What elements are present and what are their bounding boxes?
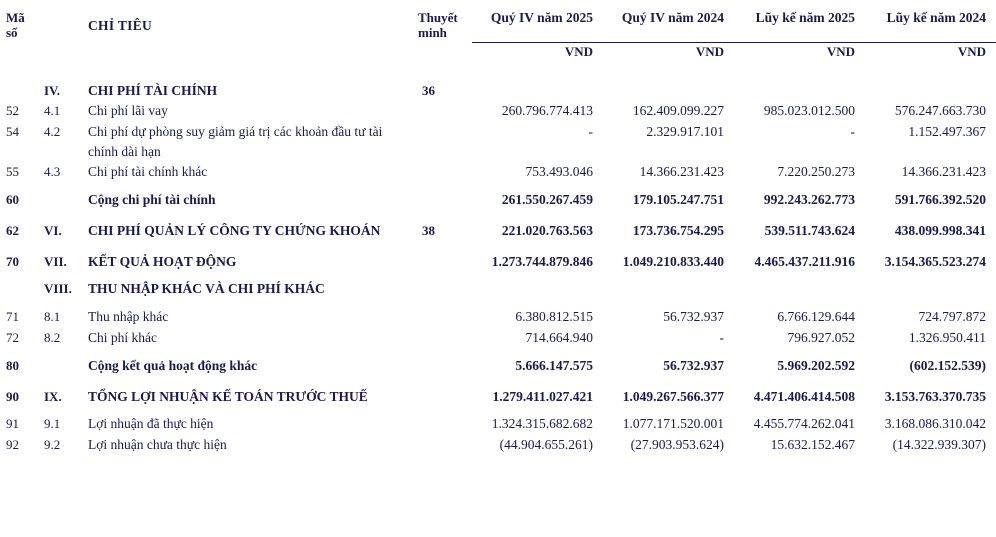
row-value-accum-2024: 1.152.497.367 [908, 124, 986, 140]
row-code: 72 [6, 329, 19, 345]
row-value-accum-2025 [734, 81, 865, 101]
row-subcode: VII. [44, 254, 67, 270]
row-value-q4-2025: 1.273.744.879.846 [491, 254, 593, 270]
row-value-q4-2025: 753.493.046 [525, 163, 593, 179]
row-subcode: 4.1 [44, 103, 61, 119]
table-row [0, 122, 996, 161]
row-value-q4-2025: 260.796.774.413 [501, 103, 593, 119]
row-code: 62 [6, 222, 19, 238]
unit-q4-2024: VND [695, 44, 724, 60]
row-spacer [0, 349, 996, 356]
row-spacer-cell [0, 300, 996, 307]
row-value-accum-2024: (14.322.939.307) [892, 437, 986, 453]
row-spacer [0, 183, 996, 190]
row-value-accum-2025: 15.632.152.467 [770, 437, 855, 453]
row-spacer [0, 376, 996, 387]
row-value-accum-2024: 576.247.663.730 [894, 103, 986, 119]
row-spacer-cell [0, 65, 996, 81]
unit-accum-2024: VND [957, 44, 986, 60]
row-code: 91 [6, 416, 19, 432]
row-value-q4-2025: 714.664.940 [525, 329, 593, 345]
row-subcode: 8.1 [44, 308, 61, 324]
table-row [0, 221, 996, 241]
row-label: Chi phí khác [88, 329, 157, 345]
row-value-q4-2024 [603, 279, 734, 299]
column-header-code [0, 0, 80, 43]
row-value-q4-2024: 162.409.099.227 [632, 103, 724, 119]
row-code: 92 [6, 437, 19, 453]
row-value-q4-2024: 173.736.754.295 [632, 222, 724, 238]
row-subcode: 9.2 [44, 437, 61, 453]
row-value-accum-2024 [865, 279, 996, 299]
column-header-code-line1: Mã [6, 10, 25, 25]
row-subcode [42, 356, 80, 376]
row-value-accum-2025: - [850, 124, 855, 140]
table-row [0, 252, 996, 272]
row-value-accum-2024: 3.153.763.370.735 [884, 388, 986, 404]
row-note [410, 307, 472, 328]
row-label: CHI PHÍ QUẢN LÝ CÔNG TY CHỨNG KHOÁN [88, 222, 381, 238]
row-label: Cộng kết quả hoạt động khác [88, 357, 258, 373]
row-spacer [0, 65, 996, 81]
row-label: KẾT QUẢ HOẠT ĐỘNG [88, 254, 237, 270]
table-row [0, 356, 996, 376]
row-spacer [0, 272, 996, 279]
row-label: TỔNG LỢI NHUẬN KẾ TOÁN TRƯỚC THUẾ [88, 388, 368, 404]
row-code [0, 81, 42, 101]
row-note [410, 101, 472, 122]
row-spacer-cell [0, 407, 996, 414]
row-code: 55 [6, 163, 19, 179]
row-note [410, 435, 472, 456]
row-note [410, 190, 472, 210]
unit-accum-2025: VND [826, 44, 855, 60]
row-value-q4-2025: 1.324.315.682.682 [491, 416, 593, 432]
row-code: 60 [6, 191, 19, 207]
column-header-q4-2024: Quý IV năm 2024 [603, 0, 734, 43]
row-label: Chi phí tài chính khác [88, 163, 208, 179]
row-value-q4-2024: 1.049.267.566.377 [622, 388, 724, 404]
row-spacer-cell [0, 210, 996, 221]
row-note [410, 279, 472, 299]
row-value-q4-2025: 261.550.267.459 [501, 191, 593, 207]
column-header-note-line1: Thuyết [418, 10, 458, 25]
row-spacer-cell [0, 349, 996, 356]
row-value-accum-2025: 4.471.406.414.508 [753, 388, 855, 404]
row-value-accum-2025: 985.023.012.500 [763, 103, 855, 119]
column-header-code-line2: số [6, 25, 18, 41]
row-code: 52 [6, 103, 19, 119]
row-spacer [0, 407, 996, 414]
row-code: 90 [6, 388, 19, 404]
row-note: 36 [422, 83, 435, 99]
column-header-accum-2024: Lũy kế năm 2024 [865, 0, 996, 43]
table-row [0, 190, 996, 210]
row-value-accum-2024: 3.168.086.310.042 [884, 416, 986, 432]
row-label: Chi phí dự phòng suy giảm giá trị các khoản đầu tư tài chính dài hạn [88, 124, 383, 159]
table-row [0, 414, 996, 435]
row-subcode: 9.1 [44, 416, 61, 432]
row-label: Chi phí lãi vay [88, 103, 168, 119]
row-spacer [0, 210, 996, 221]
row-value-q4-2025: (44.904.655.261) [499, 437, 593, 453]
row-code [0, 279, 42, 299]
unit-q4-2025: VND [564, 44, 593, 60]
row-value-q4-2024: 56.732.937 [663, 357, 724, 373]
row-spacer [0, 300, 996, 307]
unit-spacer [0, 43, 472, 66]
row-spacer-cell [0, 241, 996, 252]
table-row [0, 328, 996, 349]
column-header-note-line2: minh [418, 25, 447, 41]
row-spacer-cell [0, 272, 996, 279]
row-value-q4-2025: 221.020.763.563 [501, 222, 593, 238]
row-value-accum-2024: 3.154.365.523.274 [884, 254, 986, 270]
row-value-accum-2025: 4.455.774.262.041 [753, 416, 855, 432]
row-subcode: 4.2 [44, 124, 61, 140]
row-label: CHI PHÍ TÀI CHÍNH [88, 83, 218, 99]
column-header-label: CHỈ TIÊU [88, 18, 153, 33]
unit-row [0, 43, 996, 66]
row-value-accum-2025: 796.927.052 [787, 329, 855, 345]
row-value-accum-2024: 14.366.231.423 [901, 163, 986, 179]
column-header-accum-2025: Lũy kế năm 2025 [734, 0, 865, 43]
row-note [410, 162, 472, 183]
row-note [410, 328, 472, 349]
row-value-q4-2025: 6.380.812.515 [515, 308, 593, 324]
row-value-q4-2024: 14.366.231.423 [639, 163, 724, 179]
row-note [410, 356, 472, 376]
row-label: Lợi nhuận đã thực hiện [88, 416, 214, 432]
column-header-note [410, 0, 472, 43]
row-subcode: IV. [44, 83, 61, 99]
row-subcode: 4.3 [44, 163, 61, 179]
row-subcode [42, 190, 80, 210]
row-note [410, 414, 472, 435]
row-code: 80 [6, 357, 19, 373]
row-value-q4-2025: 5.666.147.575 [515, 357, 593, 373]
table-row [0, 387, 996, 407]
row-subcode: VI. [44, 222, 62, 238]
row-subcode: 8.2 [44, 329, 61, 345]
table-row [0, 101, 996, 122]
row-value-q4-2024 [603, 81, 734, 101]
row-value-accum-2025: 5.969.202.592 [777, 357, 855, 373]
row-value-q4-2024: 1.049.210.833.440 [622, 254, 724, 270]
row-value-q4-2024: 56.732.937 [663, 308, 724, 324]
row-value-accum-2025 [734, 279, 865, 299]
row-value-q4-2025 [472, 81, 603, 101]
row-spacer-cell [0, 183, 996, 190]
row-note [410, 122, 472, 161]
row-label: THU NHẬP KHÁC VÀ CHI PHÍ KHÁC [88, 281, 325, 297]
row-spacer-cell [0, 376, 996, 387]
table-row [0, 81, 996, 101]
column-header-q4-2025: Quý IV năm 2025 [472, 0, 603, 43]
row-note [410, 387, 472, 407]
row-value-accum-2025: 6.766.129.644 [777, 308, 855, 324]
row-label: Lợi nhuận chưa thực hiện [88, 437, 227, 453]
row-value-q4-2024: 2.329.917.101 [646, 124, 724, 140]
row-code: 71 [6, 308, 19, 324]
row-value-accum-2025: 992.243.262.773 [763, 191, 855, 207]
row-value-accum-2025: 4.465.437.211.916 [754, 254, 855, 270]
row-value-q4-2025 [472, 279, 603, 299]
row-value-q4-2025: 1.279.411.027.421 [492, 388, 593, 404]
row-label: Cộng chi phí tài chính [88, 191, 216, 207]
table-row [0, 307, 996, 328]
row-value-accum-2024: 1.326.950.411 [908, 329, 986, 345]
row-value-q4-2024: (27.903.953.624) [630, 437, 724, 453]
row-value-q4-2024: 1.077.171.520.001 [622, 416, 724, 432]
row-note: 38 [422, 222, 435, 238]
row-value-accum-2024 [865, 81, 996, 101]
row-note [410, 252, 472, 272]
row-value-accum-2024: 591.766.392.520 [894, 191, 986, 207]
row-value-accum-2024: (602.152.539) [909, 357, 986, 373]
row-spacer [0, 241, 996, 252]
row-value-accum-2025: 539.511.743.624 [764, 222, 855, 238]
row-code: 70 [6, 254, 19, 270]
table-row [0, 162, 996, 183]
row-label: Thu nhập khác [88, 308, 169, 324]
row-code: 54 [6, 124, 19, 140]
row-subcode: VIII. [44, 281, 72, 297]
row-value-accum-2024: 724.797.872 [918, 308, 986, 324]
row-value-accum-2025: 7.220.250.273 [777, 163, 855, 179]
table-row [0, 279, 996, 299]
row-subcode: IX. [44, 388, 62, 404]
row-value-accum-2024: 438.099.998.341 [894, 222, 986, 238]
table-body [0, 65, 996, 456]
table-header [0, 0, 996, 65]
header-row [0, 0, 996, 43]
row-value-q4-2025: - [588, 124, 593, 140]
table-row [0, 435, 996, 456]
row-value-q4-2024: - [719, 329, 724, 345]
row-value-q4-2024: 179.105.247.751 [632, 191, 724, 207]
